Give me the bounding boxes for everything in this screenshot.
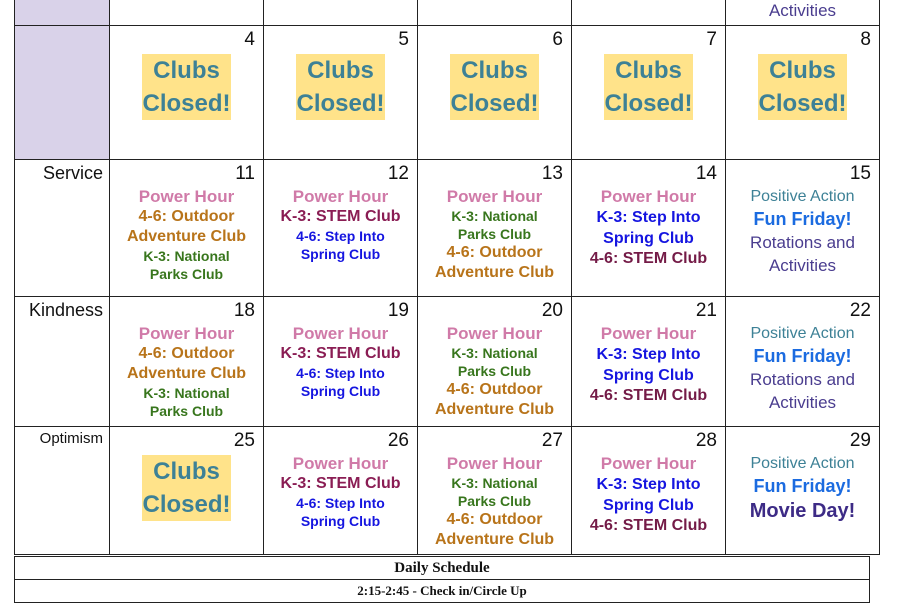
club-text: K-3: Step Into — [596, 346, 701, 363]
week-row — [15, 297, 880, 427]
day-cell — [572, 0, 726, 26]
week-label: Kindness — [28, 300, 103, 320]
day-number: 4 — [244, 29, 255, 50]
power-hour: Power Hour — [138, 187, 235, 206]
club-text: K-3: STEM Club — [280, 345, 401, 362]
week-label: Service — [42, 163, 103, 183]
week-row — [15, 160, 880, 297]
day-number: 25 — [233, 430, 255, 451]
day-cell — [726, 0, 880, 26]
fun-friday: Fun Friday! — [753, 209, 852, 229]
club-text: K-3: Step Into — [596, 476, 701, 493]
day-number: 14 — [695, 163, 717, 184]
power-hour: Power Hour — [292, 324, 389, 343]
club-text: 4-6: Outdoor — [138, 208, 235, 225]
week-label: Optimism — [39, 430, 103, 447]
clubs-closed-note: Clubs Closed! — [142, 54, 230, 120]
day-cell — [572, 160, 726, 297]
fun-friday: Fun Friday! — [753, 476, 852, 496]
club-text: Spring Club — [300, 383, 381, 399]
week-label-cell — [15, 297, 110, 427]
positive-action: Positive Action — [750, 455, 855, 472]
club-text: 4-6: Outdoor — [446, 244, 543, 261]
day-cell — [572, 297, 726, 427]
day-number: 5 — [398, 29, 409, 50]
day-number: 11 — [235, 163, 255, 184]
club-text: K-3: STEM Club — [280, 475, 401, 492]
day-cell — [264, 297, 418, 427]
club-text: K-3: STEM Club — [280, 208, 401, 225]
club-text: K-3: National — [143, 385, 230, 401]
activity-text: Activities — [768, 1, 837, 20]
week-row-partial — [15, 0, 880, 26]
day-cell — [572, 26, 726, 160]
day-number: 28 — [695, 430, 717, 451]
club-text: 4-6: Step Into — [296, 495, 385, 511]
day-cell — [110, 297, 264, 427]
power-hour: Power Hour — [600, 187, 697, 206]
fun-friday: Fun Friday! — [753, 346, 852, 366]
club-text: 4-6: Outdoor — [446, 381, 543, 398]
day-number: 8 — [860, 29, 871, 50]
club-text: Spring Club — [603, 367, 694, 384]
club-text: Spring Club — [603, 230, 694, 247]
day-number: 15 — [849, 163, 871, 184]
club-text: K-3: Step Into — [596, 209, 701, 226]
activity-text: Rotations and — [750, 370, 855, 389]
power-hour: Power Hour — [600, 454, 697, 473]
club-text: 4-6: STEM Club — [589, 387, 708, 404]
club-text: Adventure Club — [434, 531, 555, 548]
club-text: Parks Club — [149, 403, 224, 419]
activity-text: Activities — [768, 393, 837, 412]
week-label-cell — [15, 427, 110, 555]
week-label-cell — [15, 160, 110, 297]
clubs-closed-note: Clubs Closed! — [604, 54, 692, 120]
day-number: 7 — [706, 29, 717, 50]
day-number: 21 — [695, 300, 717, 321]
day-cell — [264, 0, 418, 26]
club-text: K-3: National — [143, 248, 230, 264]
club-text: Parks Club — [457, 493, 532, 509]
club-text: K-3: National — [451, 475, 538, 491]
power-hour: Power Hour — [292, 454, 389, 473]
positive-action: Positive Action — [750, 188, 855, 205]
clubs-closed-note: Clubs Closed! — [758, 54, 846, 120]
daily-schedule-table — [14, 556, 870, 603]
club-text: K-3: National — [451, 345, 538, 361]
schedule-title: Daily Schedule — [15, 557, 870, 580]
day-cell — [264, 427, 418, 555]
day-number: 27 — [541, 430, 563, 451]
club-text: Parks Club — [457, 226, 532, 242]
clubs-closed-note: Clubs Closed! — [142, 455, 230, 521]
club-text: 4-6: Outdoor — [446, 511, 543, 528]
day-cell — [110, 160, 264, 297]
clubs-closed-note: Clubs Closed! — [450, 54, 538, 120]
day-cell — [264, 26, 418, 160]
schedule-line: 2:15-2:45 - Check in/Circle Up — [15, 580, 870, 603]
day-cell — [110, 0, 264, 26]
day-number: 29 — [849, 430, 871, 451]
day-number: 19 — [387, 300, 409, 321]
day-cell — [572, 427, 726, 555]
power-hour: Power Hour — [446, 454, 543, 473]
day-cell — [726, 297, 880, 427]
club-text: 4-6: Outdoor — [138, 345, 235, 362]
week-row — [15, 26, 880, 160]
power-hour: Power Hour — [600, 324, 697, 343]
power-hour: Power Hour — [292, 187, 389, 206]
club-text: Parks Club — [457, 363, 532, 379]
clubs-closed-note: Clubs Closed! — [296, 54, 384, 120]
week-label — [15, 26, 109, 29]
club-text: 4-6: Step Into — [296, 365, 385, 381]
positive-action: Positive Action — [750, 325, 855, 342]
activity-text: Activities — [768, 256, 837, 275]
club-text: Adventure Club — [126, 365, 247, 382]
week-label-cell — [15, 26, 110, 160]
day-number: 12 — [387, 163, 409, 184]
day-number: 20 — [541, 300, 563, 321]
week-row — [15, 427, 880, 555]
day-cell — [418, 160, 572, 297]
day-cell — [726, 427, 880, 555]
day-cell — [418, 0, 572, 26]
club-text: 4-6: Step Into — [296, 228, 385, 244]
activity-text: Rotations and — [750, 233, 855, 252]
power-hour: Power Hour — [138, 324, 235, 343]
day-cell — [726, 26, 880, 160]
club-text: Adventure Club — [434, 264, 555, 281]
club-text: K-3: National — [451, 208, 538, 224]
day-number: 13 — [541, 163, 563, 184]
day-cell — [726, 160, 880, 297]
club-text: 4-6: STEM Club — [589, 250, 708, 267]
club-text: Spring Club — [603, 497, 694, 514]
power-hour: Power Hour — [446, 187, 543, 206]
club-text: Adventure Club — [434, 401, 555, 418]
day-cell — [110, 26, 264, 160]
day-number: 6 — [552, 29, 563, 50]
club-text: Adventure Club — [126, 228, 247, 245]
day-number: 22 — [849, 300, 871, 321]
day-cell — [418, 427, 572, 555]
day-number: 18 — [233, 300, 255, 321]
club-text: Spring Club — [300, 513, 381, 529]
day-cell — [418, 297, 572, 427]
day-number: 26 — [387, 430, 409, 451]
power-hour: Power Hour — [446, 324, 543, 343]
calendar-grid — [14, 0, 880, 555]
club-text: Parks Club — [149, 266, 224, 282]
day-cell — [264, 160, 418, 297]
movie-day: Movie Day! — [749, 500, 856, 522]
day-cell — [418, 26, 572, 160]
day-cell — [110, 427, 264, 555]
club-text: 4-6: STEM Club — [589, 517, 708, 534]
week-label-cell — [15, 0, 110, 26]
club-text: Spring Club — [300, 246, 381, 262]
